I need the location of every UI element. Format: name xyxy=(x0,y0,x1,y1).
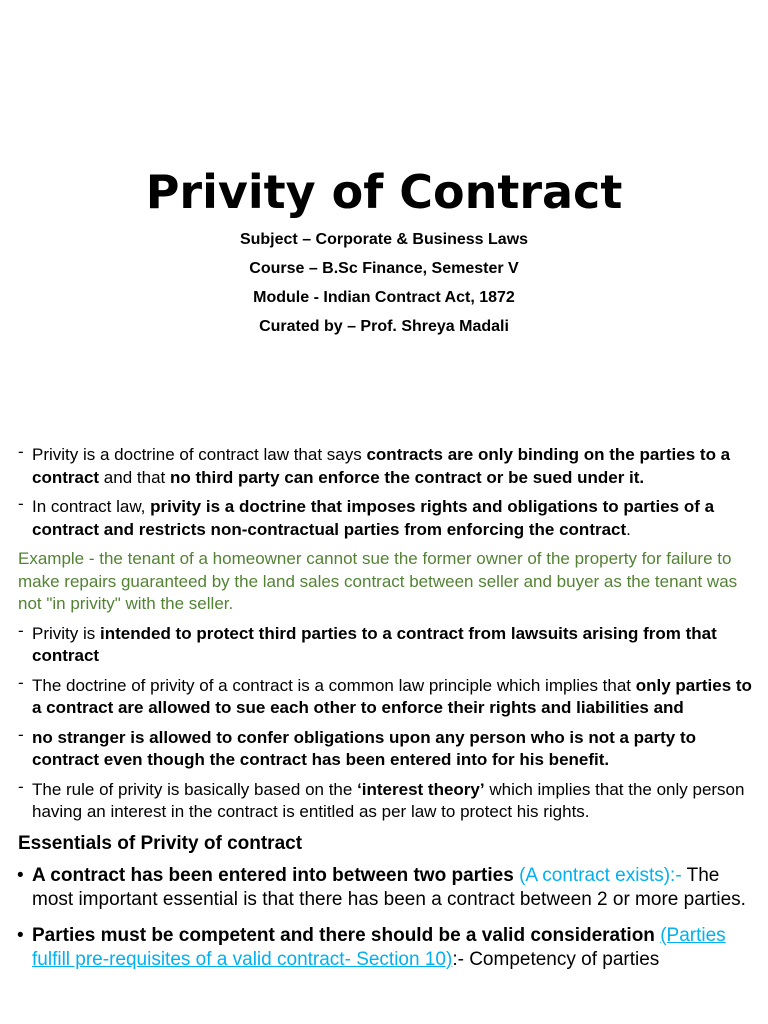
point-text: . xyxy=(626,519,631,539)
essential-note: (A contract exists):- xyxy=(519,864,682,886)
essential-emphasis: Parties must be competent and there should be a valid consideration xyxy=(32,924,661,946)
point-emphasis: ‘interest theory’ xyxy=(357,779,485,799)
point-common-law xyxy=(18,672,758,720)
bullet-marker: • xyxy=(17,864,24,886)
essential-competent-parties xyxy=(18,924,758,972)
curator-line: Curated by – Prof. Shreya Madali xyxy=(259,318,509,335)
dash-marker: - xyxy=(18,776,24,796)
page-title: Privity of Contract xyxy=(145,165,623,219)
subject-line: Subject – Corporate & Business Laws xyxy=(239,231,529,248)
example-paragraph: Example - the tenant of a homeowner cannot sue the former owner of the property for failure to make repairs guaranteed by the land sales contract between seller and buyer as the tenant was not "in privity" with the seller. xyxy=(18,549,738,613)
bullet-marker: • xyxy=(17,924,24,946)
body-content xyxy=(18,444,758,978)
point-interest-theory xyxy=(18,776,758,824)
dash-marker: - xyxy=(18,620,24,640)
point-emphasis: contracts are only binding on the parties to a contract xyxy=(32,445,731,487)
point-no-stranger xyxy=(18,724,758,772)
dash-marker: - xyxy=(18,672,24,692)
point-text: The doctrine of privity of a contract is a common law principle which implies that xyxy=(32,675,636,695)
point-text: The rule of privity is basically based on the xyxy=(32,779,358,799)
essential-text: :- Competency of parties xyxy=(452,948,660,970)
dash-marker: - xyxy=(18,724,24,744)
dash-marker: - xyxy=(18,494,24,513)
point-emphasis: intended to protect third parties to a contract from lawsuits arising from that contract xyxy=(32,623,717,665)
document-meta xyxy=(0,229,768,345)
point-text: which implies that the only person having an interest in the contract is entitled as per law to protect his rights. xyxy=(32,779,745,821)
module-line: Module - Indian Contract Act, 1872 xyxy=(253,289,515,306)
point-emphasis: privity is a doctrine that imposes rights and obligations to parties of a contract and restricts non-contractual parties from enforcing the contract xyxy=(32,497,715,539)
point-emphasis: only parties to a contract are allowed to sue each other to enforce their rights and liabilities and xyxy=(32,675,752,717)
point-protection xyxy=(18,620,758,668)
essential-emphasis: A contract has been entered into between two parties xyxy=(32,864,520,886)
point-text: In contract law, xyxy=(32,497,151,516)
point-rights-obligations xyxy=(18,496,758,541)
essentials-heading: Essentials of Privity of contract xyxy=(18,832,303,854)
point-emphasis: no third party can enforce the contract or be sued under it. xyxy=(169,467,645,487)
essential-text: The most important essential is that there has been a contract between 2 or more parties. xyxy=(32,864,746,910)
point-text: and that xyxy=(99,467,170,487)
point-emphasis: no stranger is allowed to confer obligations upon any person who is not a party to contract even though the contract has been entered into for his benefit. xyxy=(32,727,697,769)
essential-note-link[interactable]: (Parties fulfill pre-requisites of a valid contract- Section 10) xyxy=(32,924,726,970)
point-text: Privity is a doctrine of contract law that says xyxy=(32,445,367,464)
point-text: Privity is xyxy=(32,623,100,643)
point-doctrine-definition xyxy=(18,444,758,489)
essential-contract-exists xyxy=(18,864,758,912)
course-line: Course – B.Sc Finance, Semester V xyxy=(249,260,519,277)
dash-marker: - xyxy=(18,442,24,461)
